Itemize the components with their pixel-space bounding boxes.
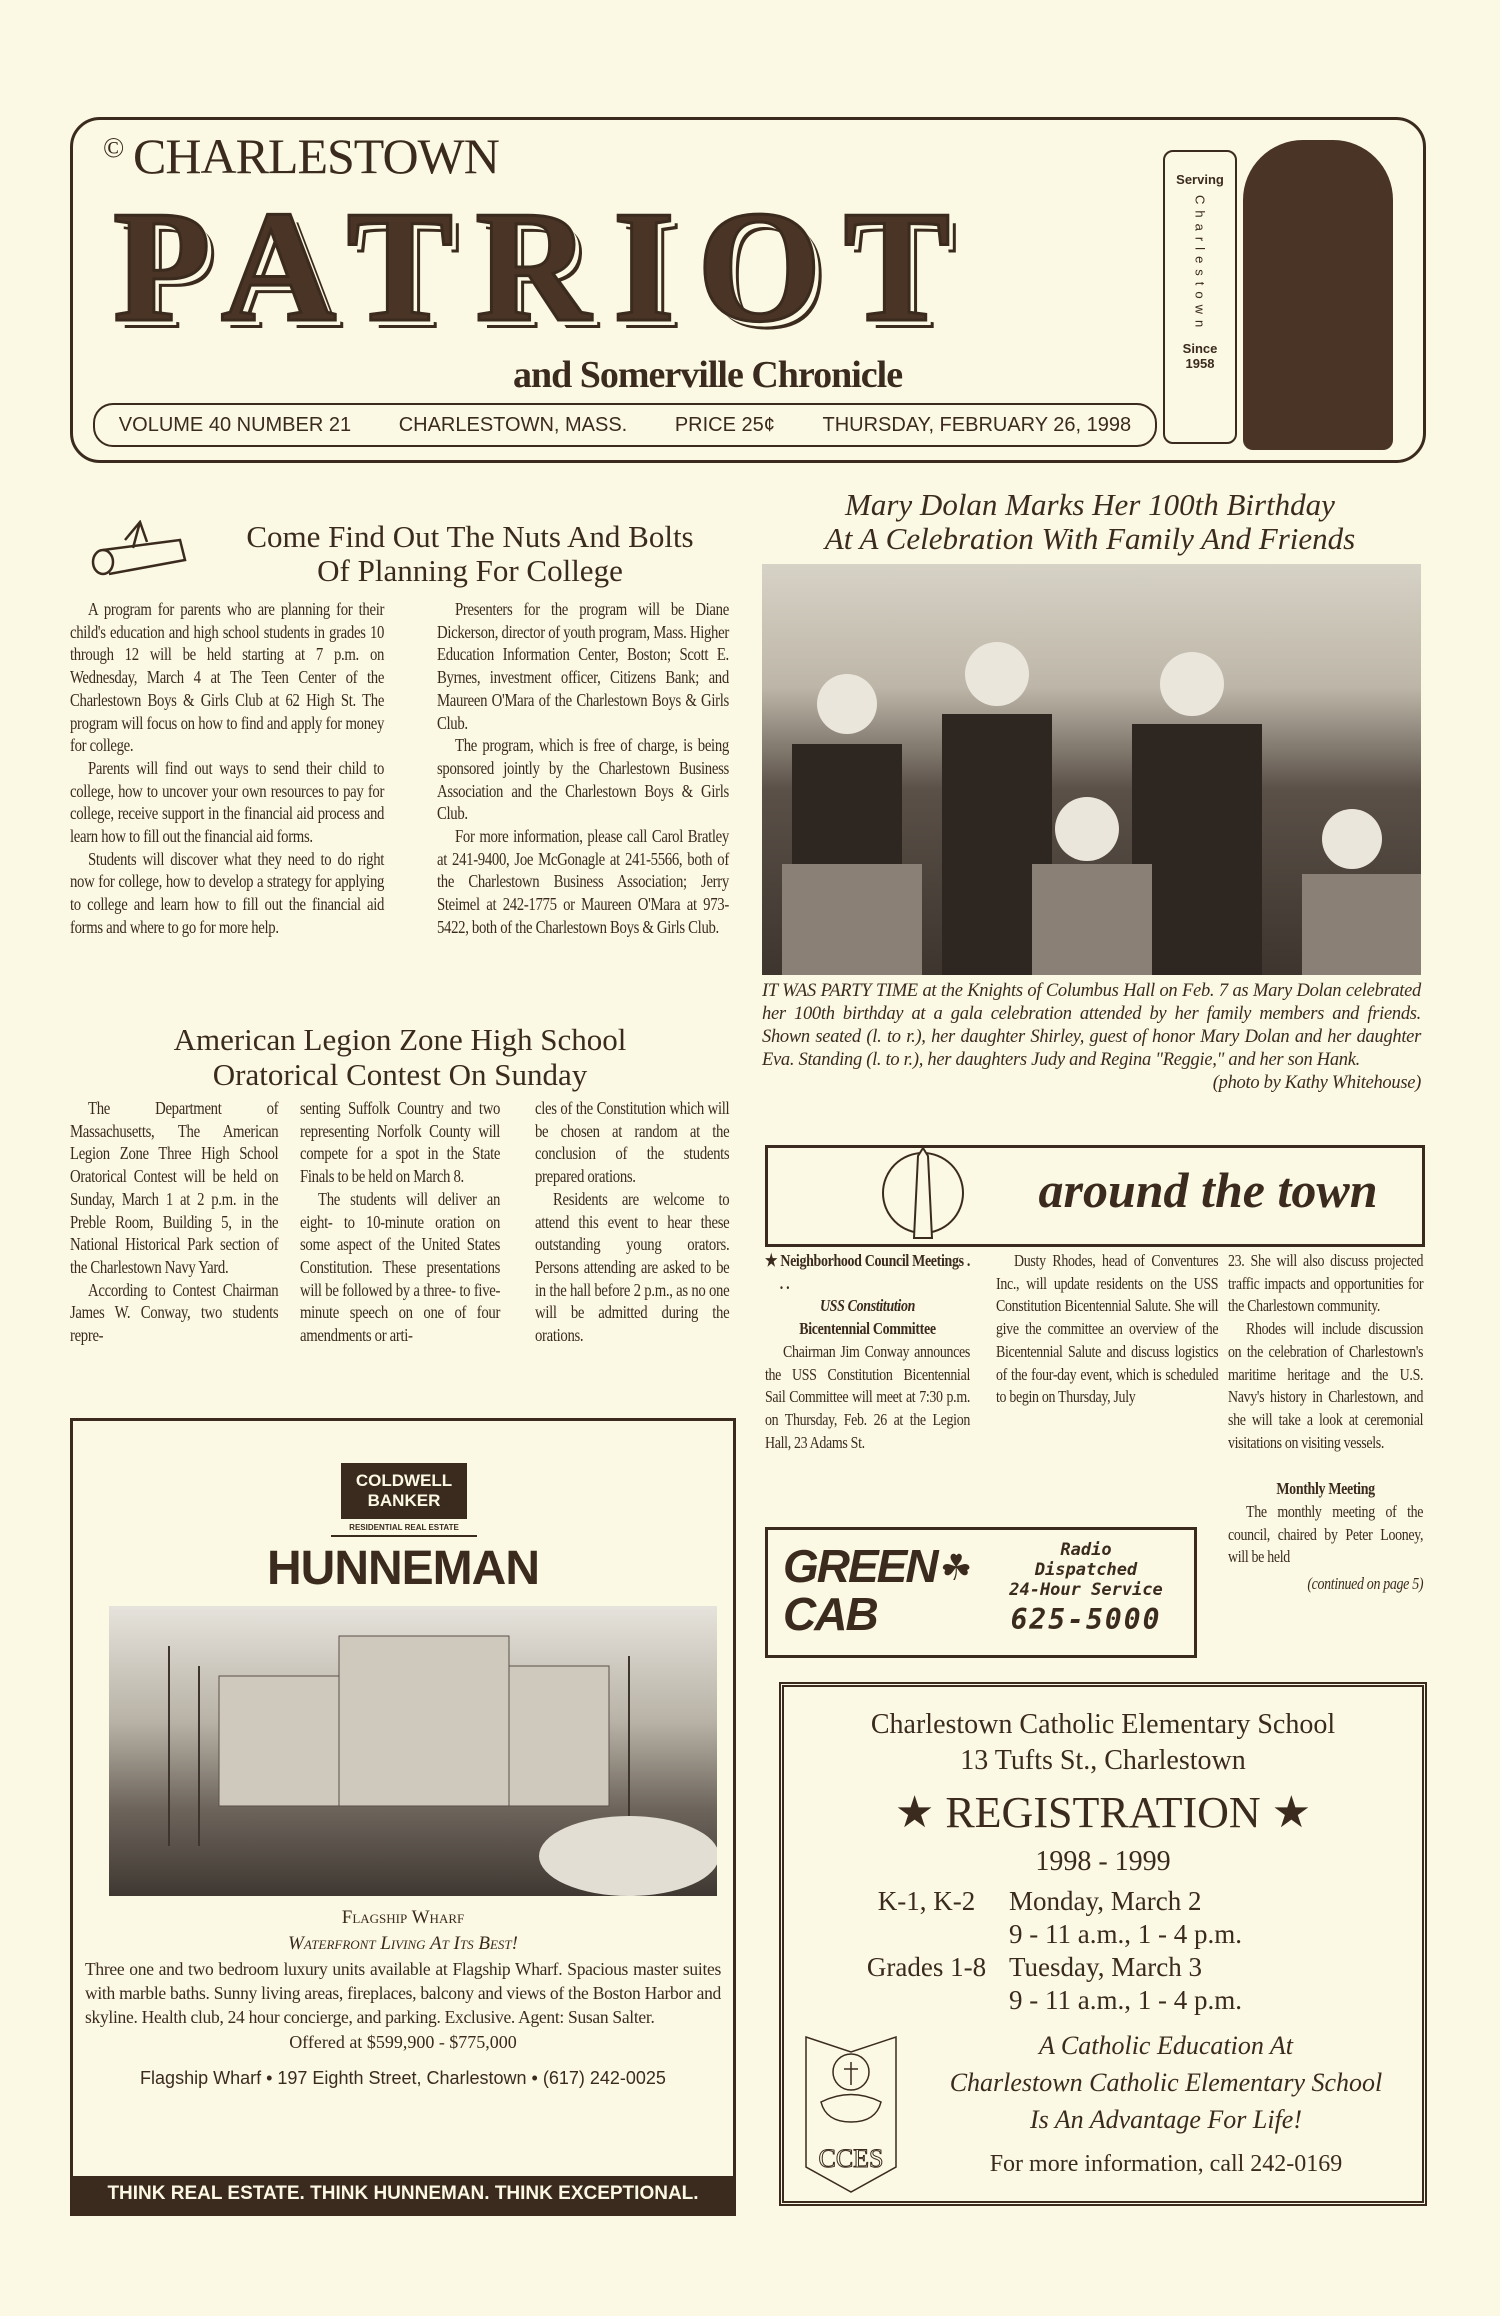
property-details: [85, 1905, 721, 2091]
cab-line: 24-Hour Service: [1009, 1580, 1163, 1600]
scroll-name: Charlestown: [1192, 195, 1208, 334]
section-subheading: Bicentennial Committee: [799, 1319, 936, 1339]
patriot-figure-icon: [1243, 140, 1393, 450]
legion-article-headline: [70, 1022, 730, 1092]
diploma-icon: [85, 520, 195, 580]
cab-line: Dispatched: [1034, 1560, 1138, 1580]
school-name: Charlestown Catholic Elementary School: [870, 1709, 1336, 1740]
property-description: Three one and two bedroom luxury units available at Flagship Wharf. Spacious master suites with marble baths. Sunny living areas, fireplaces, balcony and views of the Boston Harbor and skyline. Health club, 24 hour concierge, and parking. Exclusive. Agent: Susan Salter.: [85, 1959, 721, 2027]
green-cab-logo: [783, 1542, 937, 1638]
legion-article-col-3: [535, 1097, 729, 1347]
flagship-wharf-photo: [109, 1606, 717, 1896]
coldwell-banker-logo: [341, 1463, 467, 1519]
around-the-town-title: around the town: [1038, 1162, 1378, 1218]
town-col-3: [1228, 1250, 1423, 1596]
shamrock-icon: ☘: [940, 1548, 973, 1588]
cces-seal-icon: [796, 2027, 906, 2202]
logo-line: COLDWELL: [355, 1471, 453, 1490]
masthead-info-bar: [93, 403, 1157, 447]
paragraph: Chairman Jim Conway announces the USS Constitution Bicentennial Sail Committee will meet at 7:30 p.m. on Thursday, Feb. 26 at the Legion Hall, 23 Adams St.: [765, 1341, 970, 1452]
paragraph: Presenters for the program will be Diane Dickerson, director of youth program, Mass. Higher Education Information Center, Boston; Scott E. Byrnes, investment officer, Citizens Bank; and Maureen O'Mara of the Charlestown Boys & Girls Club.: [437, 599, 729, 733]
school-address: 13 Tufts St., Charlestown: [960, 1745, 1246, 1776]
paragraph: Rhodes will include discussion on the celebration of Charlestown's maritime heritage and the U.S. Navy's history in Charlestown, and she will take a look at ceremonial visitations on visiting vessels.: [1228, 1319, 1424, 1452]
cab-line: Radio: [1060, 1540, 1112, 1560]
schedule-hours: 9 - 11 a.m., 1 - 4 p.m.: [1009, 1919, 1242, 1949]
school-year: 1998 - 1999: [1035, 1846, 1171, 1877]
svg-text:CCES: CCES: [818, 2144, 884, 2173]
college-article-col-2: [437, 598, 729, 939]
section-heading: ★ Neighborhood Council Meetings . . .: [765, 1251, 970, 1293]
photo-credit: (photo by Kathy Whitehouse): [1212, 1073, 1421, 1093]
paragraph: The monthly meeting of the council, chaired by Peter Looney, will be held: [1228, 1502, 1424, 1567]
volume: VOLUME 40 NUMBER 21: [118, 413, 352, 436]
bunker-hill-monument-icon: [878, 1138, 968, 1248]
location: CHARLESTOWN, MASS.: [398, 413, 628, 436]
school-slogan: [908, 2027, 1424, 2138]
town-col-2: [996, 1250, 1218, 1409]
college-article-col-1: [70, 598, 384, 939]
headline-line-2: Of Planning For College: [317, 553, 623, 588]
logo-tagline: RESIDENTIAL REAL ESTATE: [331, 1523, 477, 1537]
paragraph: A program for parents who are planning for their child's education and high school students in grades 10 through 12 will be held starting at 7 p.m. on Wednesday, March 4 at The Teen Center of the Charlestown Boys & Girls Club at 62 High St. The program will focus on how to find and apply for money for college.: [70, 599, 385, 756]
cab-name-1: GREEN: [783, 1540, 937, 1592]
hunneman-title: HUNNEMAN: [267, 1542, 539, 1595]
copyright-mark: ©: [103, 133, 125, 164]
registration-schedule: [844, 1885, 1404, 2017]
paragraph: Dusty Rhodes, head of Conventures Inc., will update residents on the USS Constitution Bicentennial Salute. She will give the committee an overview of the Bicentennial Salute and discuss logistics of the four-day event, which is scheduled to begin on Thursday, July: [996, 1251, 1219, 1407]
schedule-grade: K-1, K-2: [877, 1886, 976, 1916]
paragraph: According to Contest Chairman James W. Conway, two students repre-: [70, 1279, 279, 1346]
paragraph: For more information, please call Carol Bratley at 241-9400, Joe McGonagle at 241-5566, both of the Charlestown Business Association; Jerry Steimel at 242-1775 or Maureen O'Mara at 973-5422, both of the Charlestown Boys & Girls Club.: [437, 826, 729, 937]
schedule-day: Monday, March 2: [1009, 1886, 1202, 1916]
slogan-line: A Catholic Education At: [1039, 2031, 1293, 2060]
continued-link[interactable]: (continued on page 5): [1307, 1574, 1424, 1594]
patriot-mascot-illustration: [1163, 140, 1403, 450]
paragraph: Residents are welcome to attend this event to hear these outstanding young orators. Persons attending are asked to be in the hall before 2 p.m., as no one will be admitted during the orations.: [535, 1188, 730, 1346]
around-the-town-banner: [765, 1145, 1425, 1247]
dolan-article-headline: [760, 488, 1420, 556]
cab-phone: 625-5000: [1010, 1603, 1162, 1636]
property-address: Flagship Wharf • 197 Eighth Street, Charlestown • (617) 242-0025: [140, 2068, 666, 2088]
headline-line-2: Oratorical Contest On Sunday: [212, 1057, 588, 1092]
hunneman-slogan: THINK REAL ESTATE. THINK HUNNEMAN. THINK EXCEPTIONAL.: [70, 2176, 736, 2216]
property-price: Offered at $599,900 - $775,000: [289, 2032, 517, 2052]
paragraph: Students will discover what they need to do right now for college, how to develop a strategy for applying to college and learn how to fill out the financial aid forms and where to go for more help.: [70, 848, 385, 937]
schedule-day: Tuesday, March 3: [1009, 1952, 1202, 1982]
price: PRICE 25¢: [674, 413, 775, 436]
legion-article-col-1: [70, 1097, 278, 1347]
masthead-subtitle: and Somerville Chronicle: [513, 354, 903, 396]
issue-date: THURSDAY, FEBRUARY 26, 1998: [822, 413, 1132, 436]
photo-caption: [762, 980, 1421, 1095]
masthead: [70, 117, 1426, 463]
headline-line-1: Come Find Out The Nuts And Bolts: [246, 519, 694, 554]
legion-article-col-2: [300, 1097, 500, 1347]
section-heading: Monthly Meeting: [1276, 1479, 1375, 1499]
schedule-grade: Grades 1-8: [866, 1952, 987, 1982]
registration-title: ★ REGISTRATION ★: [894, 1788, 1312, 1837]
slogan-line: Charlestown Catholic Elementary School: [949, 2068, 1383, 2097]
cab-service-info: [984, 1540, 1188, 1640]
scroll-since: Since 1958: [1182, 341, 1218, 372]
property-name: Flagship Wharf: [341, 1907, 465, 1928]
paragraph: Parents will find out ways to send their child to college, how to uncover your own resources to pay for college, receive support in the financial aid process and learn how to fill out the financial aid forms.: [70, 757, 385, 847]
paragraph: senting Suffolk Country and two representing Norfolk County will compete for a spot in the State Finals to be held on March 8.: [300, 1098, 501, 1187]
college-article-headline: [200, 520, 740, 588]
paragraph: The students will deliver an eight- to 10-minute oration on some aspect of the United States Constitution. These presentations will be followed by a three- to five-minute speech on one of four amendments or arti-: [300, 1188, 501, 1346]
school-contact: For more information, call 242-0169: [989, 2151, 1343, 2177]
green-cab-ad: [765, 1527, 1197, 1658]
scroll-serving: Serving: [1176, 172, 1224, 187]
birthday-party-photo: [762, 564, 1421, 975]
headline-line-2: At A Celebration With Family And Friends: [824, 521, 1356, 556]
caption-text: at the Knights of Columbus Hall on Feb. 7 as Mary Dolan celebrated her 100th birthday at a gala celebration attended by her family members and friends. Shown seated (l. to r.), her daughter Shirley, guest of honor Mary Dolan and her daughter Eva. Standing (l. to r.), her daughters Judy and Regina "Reggie," and her son Hank.: [762, 981, 1421, 1070]
paragraph: cles of the Constitution which will be chosen at random at the conclusion of the students prepared orations.: [535, 1098, 730, 1187]
scroll-icon: [1163, 150, 1237, 444]
hunneman-ad: [70, 1418, 736, 2216]
section-subheading: USS Constitution: [819, 1296, 916, 1316]
headline-line-1: Mary Dolan Marks Her 100th Birthday: [845, 487, 1335, 522]
property-tagline: Waterfront Living At Its Best!: [288, 1933, 518, 1954]
cab-name-2: CAB: [783, 1588, 877, 1640]
headline-line-1: American Legion Zone High School: [173, 1022, 627, 1057]
school-registration-ad: [779, 1682, 1427, 2206]
slogan-line: Is An Advantage For Life!: [1029, 2105, 1302, 2134]
paragraph: 23. She will also discuss projected traffic impacts and opportunities for the Charlestown community.: [1228, 1251, 1424, 1316]
paragraph: The program, which is free of charge, is being sponsored jointly by the Charlestown Business Association and the Charlestown Boys & Girls Club.: [437, 735, 729, 824]
schedule-hours: 9 - 11 a.m., 1 - 4 p.m.: [1009, 1985, 1242, 2015]
school-header: [784, 1707, 1422, 1779]
masthead-town: CHARLESTOWN: [133, 128, 499, 184]
town-col-1: [765, 1250, 970, 1454]
masthead-title: PATRIOT: [113, 177, 973, 355]
caption-lead: IT WAS PARTY TIME: [762, 981, 918, 1001]
paragraph: The Department of Massachusetts, The American Legion Zone Three High School Oratorical Contest will be held on Sunday, March 1 at 2 p.m. in the Preble Room, Building 5, in the National Historical Park section of the Charlestown Navy Yard.: [70, 1098, 279, 1277]
logo-line: BANKER: [367, 1491, 441, 1510]
